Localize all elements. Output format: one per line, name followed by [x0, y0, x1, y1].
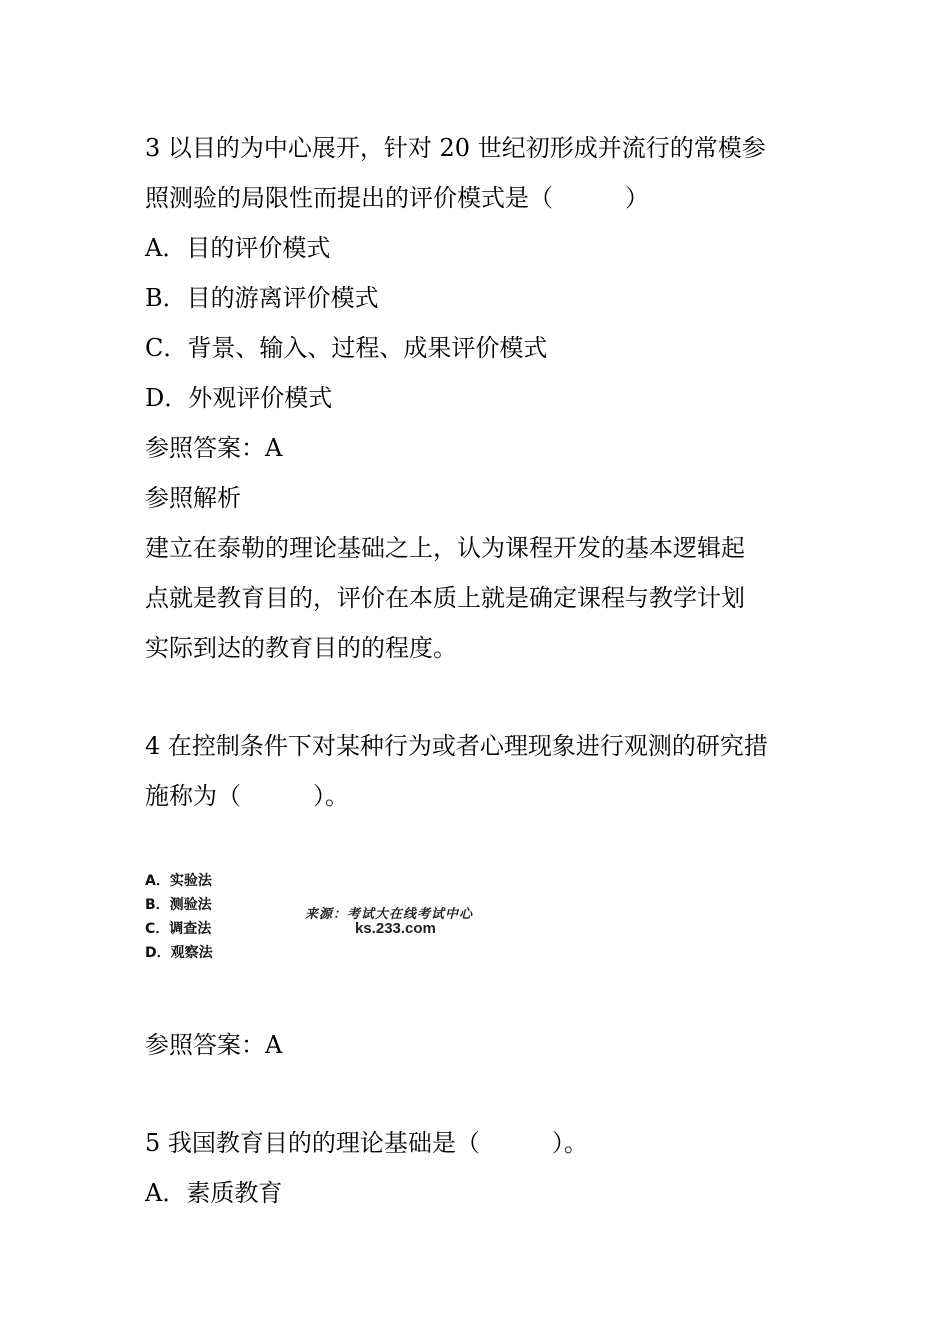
q4-image-option-a: A．实验法: [145, 873, 212, 889]
q3-option-b: B．目的游离评价模式: [145, 284, 379, 312]
q3-analysis-title: 参照解析: [145, 484, 241, 512]
q4-image-option-c: C．调查法: [145, 921, 212, 937]
q4-image-option-d: D．观察法: [145, 945, 213, 961]
q4-stem-line2: 施称为（ ）。: [145, 782, 349, 810]
q3-analysis-line3: 实际到达的教育目的的程度。: [145, 634, 457, 662]
q3-stem-line2: 照测验的局限性而提出的评价模式是（ ）: [145, 184, 649, 212]
q3-stem-line1: 3 以目的为中心展开，针对 20 世纪初形成并流行的常模参: [145, 134, 766, 162]
q3-analysis-line2: 点就是教育目的，评价在本质上就是确定课程与教学计划: [145, 584, 745, 612]
q3-answer: 参照答案：A: [145, 434, 283, 462]
q5-option-a: A．素质教育: [145, 1179, 283, 1207]
q3-option-c: C．背景、输入、过程、成果评价模式: [145, 334, 548, 362]
watermark-source: 来源：考试大在线考试中心: [305, 907, 474, 922]
q4-options-image: [145, 868, 525, 968]
q4-image-option-b: B．测验法: [145, 897, 212, 913]
q4-answer: 参照答案：A: [145, 1031, 283, 1059]
q3-analysis-line1: 建立在泰勒的理论基础之上，认为课程开发的基本逻辑起: [145, 534, 745, 562]
q4-stem-line1: 4 在控制条件下对某种行为或者心理现象进行观测的研究措: [145, 732, 768, 760]
q3-option-a: A．目的评价模式: [145, 234, 331, 262]
watermark-url: ks.233.com: [355, 920, 436, 937]
q3-option-d: D．外观评价模式: [145, 384, 333, 412]
q5-stem: 5 我国教育目的的理论基础是（ ）。: [145, 1129, 588, 1157]
